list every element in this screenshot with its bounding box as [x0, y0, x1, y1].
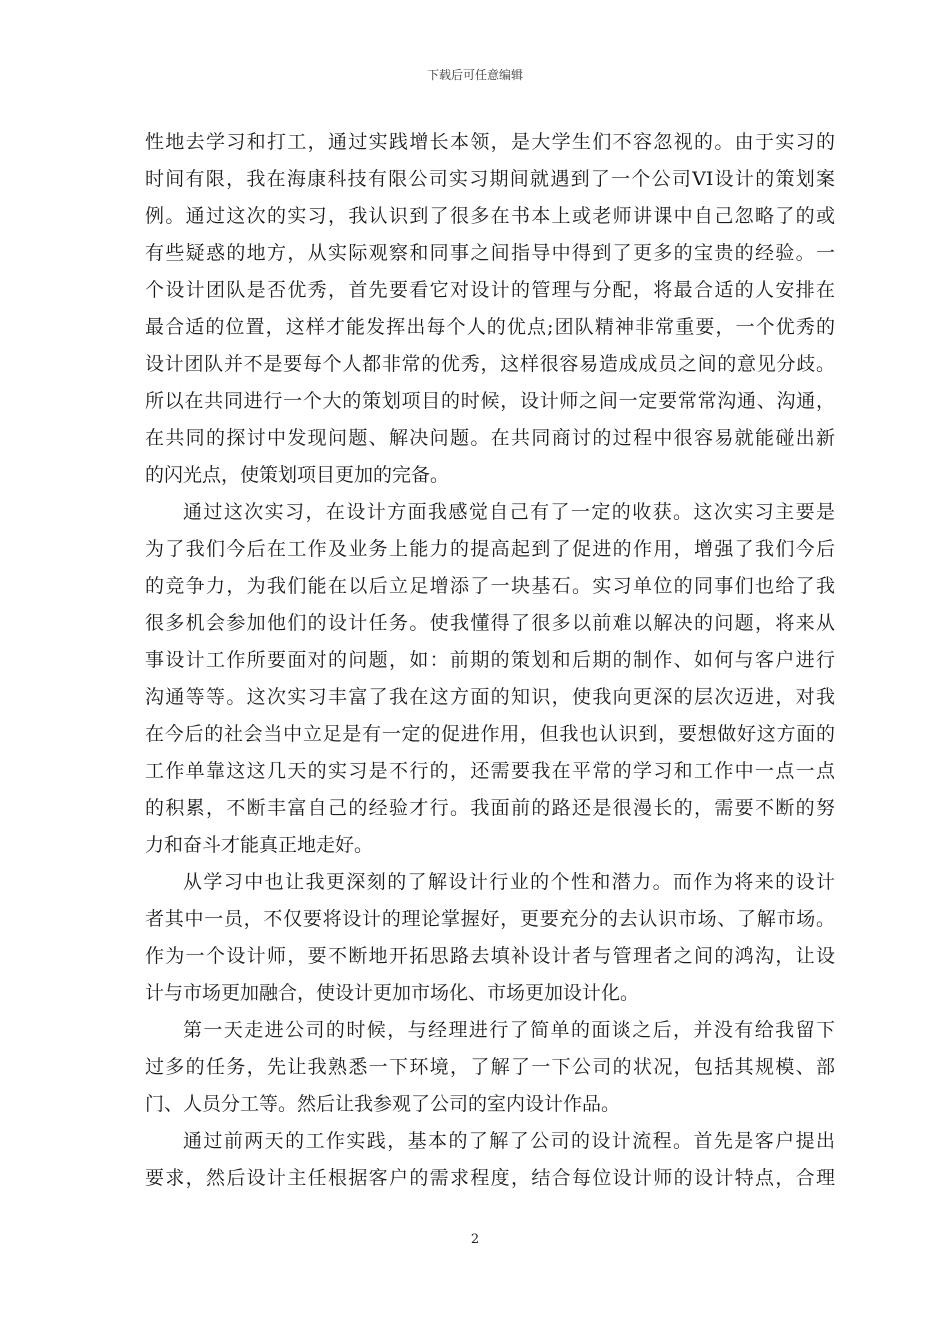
text-line: 的闪光点，使策划项目更加的完备。 [145, 464, 450, 486]
page-number: 2 [470, 1232, 480, 1247]
text-line: 要求，然后设计主任根据客户的需求程度，结合每位设计师的设计特点，合理 [145, 1167, 835, 1189]
text-line: 有些疑惑的地方，从实际观察和同事之间指导中得到了更多的宝贵的经验。一 [145, 242, 835, 264]
page-header: 下载后可任意编辑 [426, 68, 523, 82]
text-line: 通过这次实习，在设计方面我感觉自己有了一定的收获。这次实习主要是 [183, 501, 835, 523]
text-line: 通过前两天的工作实践，基本的了解了公司的设计流程。首先是客户提出 [183, 1130, 835, 1152]
text-line: 计与市场更加融合，使设计更加市场化、市场更加设计化。 [145, 982, 640, 1004]
text-line: 例。通过这次的实习，我认识到了很多在书本上或老师讲课中自己忽略了的或 [145, 205, 835, 227]
text-line: 过多的任务，先让我熟悉一下环境，了解了一下公司的状况，包括其规模、部 [145, 1056, 835, 1078]
text-line: 力和奋斗才能真正地走好。 [145, 834, 374, 856]
text-line: 的积累，不断丰富自己的经验才行。我面前的路还是很漫长的，需要不断的努 [145, 797, 835, 819]
text-line: 设计团队并不是要每个人都非常的优秀，这样很容易造成成员之间的意见分歧。 [145, 353, 835, 375]
text-line: 在今后的社会当中立足是有一定的促进作用，但我也认识到，要想做好这方面的 [145, 723, 835, 745]
text-line: 最合适的位置，这样才能发挥出每个人的优点;团队精神非常重要，一个优秀的 [145, 316, 835, 338]
text-line: 工作单靠这这几天的实习是不行的，还需要我在平常的学习和工作中一点一点 [145, 760, 835, 782]
text-line: 第一天走进公司的时候，与经理进行了简单的面谈之后，并没有给我留下 [183, 1019, 835, 1041]
text-line: 从学习中也让我更深刻的了解设计行业的个性和潜力。而作为将来的设计 [183, 871, 835, 893]
text-line: 沟通等等。这次实习丰富了我在这方面的知识，使我向更深的层次迈进，对我 [145, 686, 835, 708]
text-line: 为了我们今后在工作及业务上能力的提高起到了促进的作用，增强了我们今后 [145, 538, 835, 560]
text-line: 所以在共同进行一个大的策划项目的时候，设计师之间一定要常常沟通、沟通， [145, 390, 835, 412]
text-line: 个设计团队是否优秀，首先要看它对设计的管理与分配，将最合适的人安排在 [145, 279, 835, 301]
text-line: 性地去学习和打工，通过实践增长本领，是大学生们不容忽视的。由于实习的 [145, 131, 835, 153]
text-line: 时间有限，我在海康科技有限公司实习期间就遇到了一个公司VI设计的策划案 [145, 168, 835, 190]
text-line: 事设计工作所要面对的问题，如：前期的策划和后期的制作、如何与客户进行 [145, 649, 835, 671]
text-line: 的竞争力，为我们能在以后立足增添了一块基石。实习单位的同事们也给了我 [145, 575, 835, 597]
text-line: 门、人员分工等。然后让我参观了公司的室内设计作品。 [145, 1093, 621, 1115]
text-line: 很多机会参加他们的设计任务。使我懂得了很多以前难以解决的问题，将来从 [145, 612, 835, 634]
text-line: 在共同的探讨中发现问题、解决问题。在共同商讨的过程中很容易就能碰出新 [145, 427, 835, 449]
text-line: 者其中一员，不仅要将设计的理论掌握好，更要充分的去认识市场、了解市场。 [145, 908, 835, 930]
document-body [145, 124, 835, 1197]
text-line: 作为一个设计师，要不断地开拓思路去填补设计者与管理者之间的鸿沟，让设 [145, 945, 835, 967]
